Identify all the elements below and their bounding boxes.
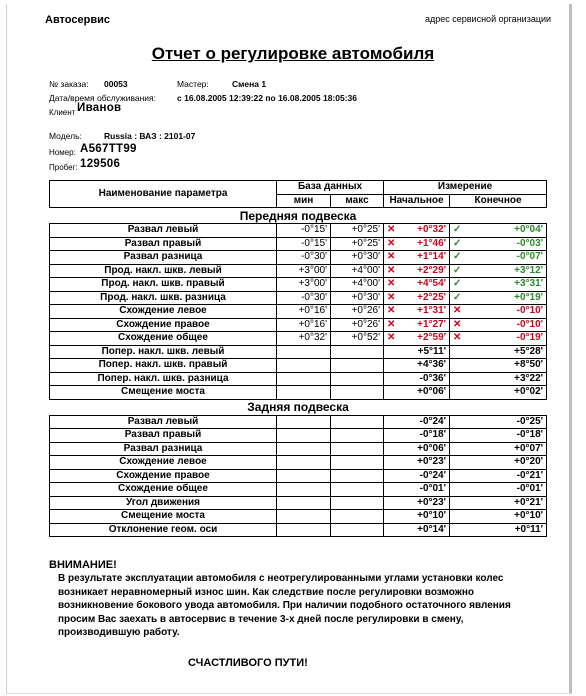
final-value: -0°18'	[450, 429, 547, 443]
service-address: адрес сервисной организации	[425, 14, 552, 24]
min-value: -0°15'	[277, 237, 331, 251]
cross-icon	[450, 386, 464, 400]
max-value: +0°26'	[331, 318, 384, 332]
max-header: макс	[331, 194, 384, 208]
max-value: +0°25'	[331, 237, 384, 251]
final-value: -0°10'	[464, 305, 547, 319]
initial-value: -0°36'	[398, 372, 450, 386]
final-value: -0°25'	[450, 415, 547, 429]
max-value: +4°00'	[331, 264, 384, 278]
max-value: +0°25'	[331, 224, 384, 238]
param-name: Прод. накл. шкв. разница	[50, 291, 277, 305]
warning-title: ВНИМАНИЕ!	[49, 559, 117, 571]
min-value	[277, 359, 331, 373]
min-value	[277, 442, 331, 456]
min-value	[277, 372, 331, 386]
final-value: +0°21'	[450, 496, 547, 510]
cross-icon: ✕	[384, 224, 398, 238]
front-section-title: Передняя подвеска	[239, 208, 357, 223]
table-row	[50, 237, 547, 251]
master-label: Мастер:	[177, 79, 209, 89]
table-row	[50, 469, 547, 483]
table-row	[50, 251, 547, 265]
cross-icon	[450, 345, 464, 359]
table-row	[50, 442, 547, 456]
cross-icon: ✕	[450, 332, 464, 346]
rear-section-title: Задняя подвеска	[247, 400, 349, 414]
cross-icon: ✕	[450, 318, 464, 332]
min-value	[277, 523, 331, 537]
cross-icon: ✕	[384, 305, 398, 319]
table-row	[50, 305, 547, 319]
param-name: Развал левый	[50, 415, 277, 429]
max-value	[331, 442, 384, 456]
cross-icon	[450, 359, 464, 373]
min-value	[277, 345, 331, 359]
cross-icon	[384, 345, 398, 359]
cross-icon	[384, 386, 398, 400]
final-value: +8°50'	[464, 359, 547, 373]
cross-icon: ✕	[384, 291, 398, 305]
param-name: Схождение левое	[50, 456, 277, 470]
final-value: -0°21'	[450, 469, 547, 483]
param-name: Схождение правое	[50, 469, 277, 483]
model-label: Модель:	[49, 131, 82, 141]
max-value	[331, 359, 384, 373]
final-value: +0°19'	[464, 291, 547, 305]
order-number-value: 00053	[104, 79, 128, 89]
mileage-label: Пробег:	[49, 163, 78, 172]
min-value: -0°30'	[277, 291, 331, 305]
min-value	[277, 510, 331, 524]
alignment-table	[49, 180, 547, 537]
param-name: Схождение общее	[50, 332, 277, 346]
param-name: Схождение правое	[50, 318, 277, 332]
datetime-label: Дата/время обслуживания:	[49, 93, 157, 103]
initial-value: +0°32'	[398, 224, 450, 238]
initial-value: +0°10'	[384, 510, 450, 524]
max-value: +4°00'	[331, 278, 384, 292]
table-row	[50, 386, 547, 400]
initial-value: +5°11'	[398, 345, 450, 359]
cross-icon	[384, 372, 398, 386]
final-value: -0°07'	[464, 251, 547, 265]
min-value: +0°32'	[277, 332, 331, 346]
param-name: Развал левый	[50, 224, 277, 238]
param-name: Развал правый	[50, 237, 277, 251]
check-icon: ✓	[450, 237, 464, 251]
initial-value: +0°23'	[384, 456, 450, 470]
plate-label: Номер:	[49, 148, 76, 157]
initial-value: +4°36'	[398, 359, 450, 373]
check-icon: ✓	[450, 251, 464, 265]
min-value	[277, 469, 331, 483]
max-value: +0°30'	[331, 291, 384, 305]
param-name: Смещение моста	[50, 510, 277, 524]
min-value: +3°00'	[277, 264, 331, 278]
initial-value: +0°06'	[398, 386, 450, 400]
final-value: +0°10'	[450, 510, 547, 524]
final-value: +0°04'	[464, 224, 547, 238]
rear-section-row	[50, 399, 547, 415]
final-value: +0°11'	[450, 523, 547, 537]
param-header: Наименование параметра	[50, 181, 277, 208]
check-icon: ✓	[450, 278, 464, 292]
min-value: -0°15'	[277, 224, 331, 238]
param-name: Попер. накл. шкв. правый	[50, 359, 277, 373]
max-value	[331, 510, 384, 524]
param-name: Схождение общее	[50, 483, 277, 497]
min-value	[277, 429, 331, 443]
final-value: +3°12'	[464, 264, 547, 278]
param-name: Угол движения	[50, 496, 277, 510]
final-value: +0°20'	[450, 456, 547, 470]
report-title: Отчет о регулировке автомобиля	[151, 44, 435, 63]
initial-value: +0°23'	[384, 496, 450, 510]
cross-icon	[450, 372, 464, 386]
param-name: Отклонение геом. оси	[50, 523, 277, 537]
max-value	[331, 372, 384, 386]
table-row	[50, 372, 547, 386]
min-value: +0°16'	[277, 305, 331, 319]
table-row	[50, 264, 547, 278]
initial-value: +0°06'	[384, 442, 450, 456]
param-name: Попер. накл. шкв. левый	[50, 345, 277, 359]
warning-text: В результате эксплуатации автомобиля с неотрегулированными углами установки колес возникает неравномерный износ шин. Как следствие после регулировки возможно возникновение бокового увода автомобиля. При наличии подобного остаточного явления просим Вас заехать в автосервис в течение 3-х дней после регулировки в смену, производившую работу.	[58, 573, 511, 639]
param-name: Развал разница	[50, 442, 277, 456]
param-name: Смещение моста	[50, 386, 277, 400]
param-name: Схождение левое	[50, 305, 277, 319]
max-value	[331, 496, 384, 510]
initial-value: -0°01'	[384, 483, 450, 497]
max-value: +0°30'	[331, 251, 384, 265]
table-row	[50, 359, 547, 373]
initial-value: -0°24'	[384, 415, 450, 429]
cross-icon: ✕	[384, 237, 398, 251]
min-value: +3°00'	[277, 278, 331, 292]
min-value	[277, 386, 331, 400]
final-value: -0°01'	[450, 483, 547, 497]
initial-header: Начальное	[384, 194, 450, 208]
min-value	[277, 496, 331, 510]
client-label: Клиент	[49, 108, 76, 117]
final-value: +3°31'	[464, 278, 547, 292]
cross-icon: ✕	[384, 318, 398, 332]
table-row	[50, 224, 547, 238]
table-row	[50, 510, 547, 524]
cross-icon: ✕	[384, 332, 398, 346]
final-value: -0°19'	[464, 332, 547, 346]
final-header: Конечное	[450, 194, 547, 208]
param-name: Прод. накл. шкв. правый	[50, 278, 277, 292]
table-row	[50, 496, 547, 510]
table-row	[50, 429, 547, 443]
table-row	[50, 278, 547, 292]
initial-value: +1°14'	[398, 251, 450, 265]
param-name: Развал правый	[50, 429, 277, 443]
database-header: База данных	[277, 181, 384, 195]
initial-value: +1°31'	[398, 305, 450, 319]
table-row	[50, 345, 547, 359]
initial-value: +1°27'	[398, 318, 450, 332]
table-row	[50, 291, 547, 305]
max-value	[331, 456, 384, 470]
check-icon: ✓	[450, 264, 464, 278]
min-value	[277, 456, 331, 470]
max-value	[331, 386, 384, 400]
final-value: +5°28'	[464, 345, 547, 359]
order-number-label: № заказа:	[49, 79, 89, 89]
param-name: Попер. накл. шкв. разница	[50, 372, 277, 386]
plate-value: А567ТТ99	[80, 143, 137, 155]
max-value	[331, 345, 384, 359]
initial-value: +2°29'	[398, 264, 450, 278]
final-value: -0°03'	[464, 237, 547, 251]
cross-icon: ✕	[384, 251, 398, 265]
max-value	[331, 415, 384, 429]
min-value	[277, 483, 331, 497]
cross-icon: ✕	[384, 278, 398, 292]
max-value: +0°26'	[331, 305, 384, 319]
table-row	[50, 456, 547, 470]
initial-value: +0°14'	[384, 523, 450, 537]
cross-icon	[384, 359, 398, 373]
table-row	[50, 318, 547, 332]
table-row	[50, 332, 547, 346]
max-value	[331, 483, 384, 497]
model-value: Russia : ВАЗ : 2101-07	[104, 131, 196, 141]
farewell-text: СЧАСТЛИВОГО ПУТИ!	[188, 657, 308, 669]
min-value	[277, 415, 331, 429]
client-value: Иванов	[77, 102, 122, 114]
cross-icon: ✕	[384, 264, 398, 278]
final-value: -0°10'	[464, 318, 547, 332]
table-row	[50, 523, 547, 537]
final-value: +3°22'	[464, 372, 547, 386]
initial-value: -0°24'	[384, 469, 450, 483]
table-row	[50, 483, 547, 497]
mileage-value: 129506	[80, 158, 121, 170]
initial-value: +2°25'	[398, 291, 450, 305]
min-value: -0°30'	[277, 251, 331, 265]
min-header: мин	[277, 194, 331, 208]
max-value	[331, 429, 384, 443]
final-value: +0°02'	[464, 386, 547, 400]
cross-icon: ✕	[450, 305, 464, 319]
param-name: Развал разница	[50, 251, 277, 265]
measurement-header: Измерение	[384, 181, 547, 195]
max-value: +0°52'	[331, 332, 384, 346]
initial-value: +4°54'	[398, 278, 450, 292]
master-value: Смена 1	[232, 79, 267, 89]
initial-value: +1°46'	[398, 237, 450, 251]
final-value: +0°07'	[450, 442, 547, 456]
min-value: +0°16'	[277, 318, 331, 332]
max-value	[331, 523, 384, 537]
param-name: Прод. накл. шкв. левый	[50, 264, 277, 278]
initial-value: +2°59'	[398, 332, 450, 346]
max-value	[331, 469, 384, 483]
check-icon: ✓	[450, 291, 464, 305]
check-icon: ✓	[450, 224, 464, 238]
service-brand: Автосервис	[45, 14, 110, 26]
table-row	[50, 415, 547, 429]
initial-value: -0°18'	[384, 429, 450, 443]
datetime-value: с 16.08.2005 12:39:22 по 16.08.2005 18:05:36	[177, 93, 357, 103]
